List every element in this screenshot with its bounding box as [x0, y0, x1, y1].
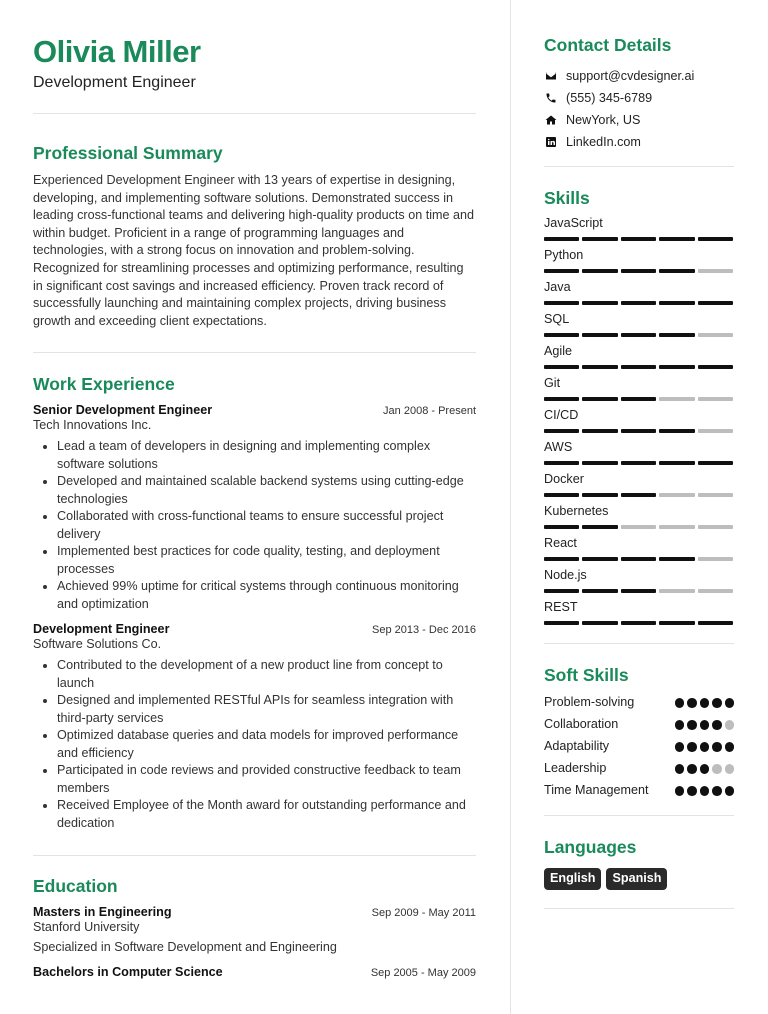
skill-level-segment — [698, 397, 733, 401]
list-item: • Designed and implemented RESTful APIs for seamless integration with third-party services — [57, 692, 476, 727]
skill-name: AWS — [544, 440, 573, 454]
list-item: • Collaborated with cross-functional teams to ensure successful project delivery — [57, 508, 476, 543]
skill-level-segment — [698, 493, 733, 497]
skill-level-segment — [659, 589, 694, 593]
skill-name: Kubernetes — [544, 504, 609, 518]
rating-dot — [725, 698, 735, 708]
skill-item — [544, 472, 734, 504]
skill-level-bar — [544, 237, 734, 241]
section-divider — [544, 908, 734, 909]
skill-level-bar — [544, 397, 734, 401]
skill-name: JavaScript — [544, 216, 603, 230]
skill-item — [544, 440, 734, 472]
skill-level-segment — [544, 461, 579, 465]
rating-dot — [712, 698, 722, 708]
skill-level-segment — [582, 461, 617, 465]
skills-list — [544, 216, 734, 632]
skill-level-segment — [544, 269, 579, 273]
list-item: • Implemented best practices for code quality, testing, and deployment processes — [57, 543, 476, 578]
skill-level-segment — [582, 237, 617, 241]
list-item: • Lead a team of developers in designing and implementing complex software solutions — [57, 438, 476, 473]
skill-name: React — [544, 536, 577, 550]
envelope-icon — [544, 70, 557, 83]
skill-item — [544, 568, 734, 600]
skill-name: REST — [544, 600, 578, 614]
soft-skill-item — [544, 737, 734, 756]
skill-level-segment — [544, 429, 579, 433]
skill-level-segment — [582, 269, 617, 273]
soft-skill-name: Collaboration — [544, 717, 619, 731]
skill-level-bar — [544, 461, 734, 465]
soft-skill-rating — [675, 693, 735, 708]
rating-dot — [700, 786, 710, 796]
job-dates: Sep 2013 - Dec 2016 — [372, 624, 476, 637]
section-divider — [544, 643, 734, 644]
skill-level-bar — [544, 589, 734, 593]
skill-level-segment — [659, 621, 694, 625]
skill-level-segment — [659, 493, 694, 497]
skill-level-segment — [698, 589, 733, 593]
education-heading: Education — [33, 876, 118, 897]
skill-level-segment — [621, 269, 656, 273]
contact-heading: Contact Details — [544, 35, 672, 55]
skill-level-segment — [582, 365, 617, 369]
skill-level-bar — [544, 429, 734, 433]
main-column — [33, 34, 476, 979]
job-bullets — [33, 657, 476, 832]
skill-level-segment — [698, 525, 733, 529]
contact-location-text: NewYork, US — [566, 113, 641, 127]
rating-dot — [725, 742, 735, 752]
skill-name: SQL — [544, 312, 570, 326]
skill-level-segment — [582, 429, 617, 433]
rating-dot — [712, 742, 722, 752]
soft-skills-list — [544, 693, 734, 800]
skill-level-segment — [698, 557, 733, 561]
soft-skill-rating — [675, 781, 735, 796]
skill-item — [544, 600, 734, 632]
skill-level-segment — [698, 461, 733, 465]
skill-item — [544, 344, 734, 376]
soft-skill-item — [544, 693, 734, 712]
skill-level-segment — [582, 397, 617, 401]
skill-level-segment — [582, 525, 617, 529]
rating-dot — [700, 698, 710, 708]
skill-level-segment — [544, 557, 579, 561]
skill-level-segment — [621, 429, 656, 433]
skill-level-segment — [698, 237, 733, 241]
contact-phone[interactable] — [544, 87, 734, 109]
skill-level-segment — [544, 237, 579, 241]
home-icon — [544, 114, 557, 127]
language-badge: Spanish — [606, 868, 667, 890]
candidate-title: Development Engineer — [33, 74, 196, 91]
skill-level-segment — [698, 269, 733, 273]
skill-level-segment — [621, 493, 656, 497]
sidebar — [544, 34, 734, 909]
rating-dot — [687, 720, 697, 730]
soft-skill-rating — [675, 715, 735, 730]
contact-linkedin-text: LinkedIn.com — [566, 135, 641, 149]
skill-level-segment — [582, 333, 617, 337]
rating-dot — [712, 764, 722, 774]
skill-level-segment — [582, 493, 617, 497]
skill-level-segment — [698, 333, 733, 337]
rating-dot — [725, 786, 735, 796]
education-entry — [33, 905, 476, 954]
skill-level-bar — [544, 557, 734, 561]
list-item: • Received Employee of the Month award for outstanding performance and dedication — [57, 797, 476, 832]
job-dates: Jan 2008 - Present — [383, 405, 476, 418]
job-company: Software Solutions Co. — [33, 637, 162, 652]
skill-level-segment — [621, 397, 656, 401]
education-dates: Sep 2009 - May 2011 — [371, 907, 476, 920]
contact-list — [544, 65, 734, 153]
list-item: • Contributed to the development of a new product line from concept to launch — [57, 657, 476, 692]
rating-dot — [687, 786, 697, 796]
rating-dot — [675, 720, 685, 730]
skill-level-bar — [544, 525, 734, 529]
skill-level-segment — [621, 621, 656, 625]
soft-skill-name: Time Management — [544, 783, 649, 797]
skill-level-segment — [544, 301, 579, 305]
skill-level-segment — [621, 525, 656, 529]
skill-level-segment — [659, 557, 694, 561]
skill-level-segment — [544, 589, 579, 593]
soft-skill-rating — [675, 737, 735, 752]
languages-heading: Languages — [544, 837, 637, 857]
skill-level-segment — [698, 429, 733, 433]
skill-name: Node.js — [544, 568, 587, 582]
skill-level-segment — [698, 365, 733, 369]
skill-level-segment — [659, 269, 694, 273]
skill-level-bar — [544, 333, 734, 337]
contact-email-text: support@cvdesigner.ai — [566, 69, 695, 83]
skill-level-segment — [659, 237, 694, 241]
education-dates: Sep 2005 - May 2009 — [370, 967, 476, 980]
rating-dot — [675, 764, 685, 774]
skill-level-segment — [544, 397, 579, 401]
work-heading: Work Experience — [33, 374, 175, 395]
skill-level-segment — [582, 301, 617, 305]
education-entry — [33, 965, 476, 979]
rating-dot — [675, 786, 685, 796]
skill-name: CI/CD — [544, 408, 579, 422]
languages-list — [544, 868, 734, 890]
job-entry — [33, 403, 476, 613]
skill-level-bar — [544, 493, 734, 497]
summary-heading: Professional Summary — [33, 143, 223, 163]
soft-skill-name: Adaptability — [544, 739, 610, 753]
skill-level-bar — [544, 269, 734, 273]
job-title: Development Engineer — [33, 622, 170, 637]
skill-level-segment — [659, 365, 694, 369]
language-badge: English — [544, 868, 601, 890]
job-entry — [33, 622, 476, 832]
contact-email[interactable] — [544, 65, 734, 87]
soft-skill-name: Problem-solving — [544, 695, 635, 709]
skill-level-segment — [582, 621, 617, 625]
skill-item — [544, 248, 734, 280]
skill-level-segment — [659, 301, 694, 305]
rating-dot — [675, 742, 685, 752]
skill-item — [544, 280, 734, 312]
soft-skill-item — [544, 715, 734, 734]
skills-heading: Skills — [544, 188, 590, 208]
job-title: Senior Development Engineer — [33, 403, 213, 418]
soft-skill-name: Leadership — [544, 761, 607, 775]
skill-level-segment — [659, 461, 694, 465]
skill-name: Python — [544, 248, 584, 262]
education-detail: Specialized in Software Development and Engineering — [33, 940, 337, 955]
contact-location — [544, 109, 734, 131]
skill-level-segment — [582, 589, 617, 593]
summary-text: Experienced Development Engineer with 13 years of expertise in designing, developing, and implementing software solutions. Demonstrated success in leading cross-functional teams and delivering high-quality products on time and within budget. Proficient in a range of programming languages and technologies, with a strong focus on innovation and problem-solving. Recognized for streamlining processes and optimizing performance, resulting in significant cost savings and increased efficiency. Proven track record of successfully launching and maintaining complex projects, driving business growth and exceeding client expectations. — [33, 173, 475, 328]
soft-skill-item — [544, 759, 734, 778]
linkedin-icon — [544, 136, 557, 149]
soft-skill-item — [544, 781, 734, 800]
rating-dot — [687, 742, 697, 752]
school-name: Stanford University — [33, 920, 140, 935]
list-item: • Developed and maintained scalable backend systems using cutting-edge technologies — [57, 473, 476, 508]
skill-level-segment — [621, 237, 656, 241]
list-item: • Achieved 99% uptime for critical systems through continuous monitoring and optimization — [57, 578, 476, 613]
skill-level-segment — [621, 301, 656, 305]
rating-dot — [700, 720, 710, 730]
list-item: • Optimized database queries and data models for improved performance and efficiency — [57, 727, 476, 762]
skill-name: Java — [544, 280, 571, 294]
contact-linkedin[interactable] — [544, 131, 734, 153]
skill-item — [544, 376, 734, 408]
rating-dot — [700, 764, 710, 774]
skill-level-segment — [621, 333, 656, 337]
skill-level-segment — [544, 333, 579, 337]
skill-item — [544, 408, 734, 440]
skill-item — [544, 504, 734, 536]
skill-level-segment — [621, 557, 656, 561]
skill-level-segment — [659, 525, 694, 529]
skill-level-segment — [544, 621, 579, 625]
skill-level-segment — [659, 429, 694, 433]
degree-title: Bachelors in Computer Science — [33, 965, 223, 980]
skill-level-segment — [698, 621, 733, 625]
skill-level-segment — [621, 461, 656, 465]
section-divider — [33, 113, 476, 114]
rating-dot — [712, 720, 722, 730]
job-bullets — [33, 438, 476, 613]
skill-level-segment — [544, 493, 579, 497]
column-divider — [510, 0, 511, 1014]
candidate-name: Olivia Miller — [33, 34, 201, 69]
section-divider — [33, 352, 476, 353]
rating-dot — [687, 764, 697, 774]
skill-level-bar — [544, 621, 734, 625]
skill-name: Agile — [544, 344, 573, 358]
job-company: Tech Innovations Inc. — [33, 418, 152, 433]
soft-skills-heading: Soft Skills — [544, 665, 629, 685]
skill-level-bar — [544, 365, 734, 369]
skill-level-segment — [621, 589, 656, 593]
skill-level-segment — [582, 557, 617, 561]
section-divider — [544, 815, 734, 816]
soft-skill-rating — [675, 759, 735, 774]
skill-item — [544, 216, 734, 248]
skill-level-segment — [659, 333, 694, 337]
section-divider — [33, 855, 476, 856]
skill-name: Git — [544, 376, 561, 390]
rating-dot — [687, 698, 697, 708]
skill-level-bar — [544, 301, 734, 305]
rating-dot — [700, 742, 710, 752]
skill-level-segment — [621, 365, 656, 369]
phone-icon — [544, 92, 557, 105]
rating-dot — [725, 764, 735, 774]
rating-dot — [725, 720, 735, 730]
skill-level-segment — [698, 301, 733, 305]
skill-level-segment — [544, 525, 579, 529]
section-divider — [544, 166, 734, 167]
skill-name: Docker — [544, 472, 584, 486]
skill-item — [544, 312, 734, 344]
contact-phone-text: (555) 345-6789 — [566, 91, 653, 105]
skill-level-segment — [659, 397, 694, 401]
rating-dot — [675, 698, 685, 708]
list-item: • Participated in code reviews and provided constructive feedback to team members — [57, 762, 476, 797]
rating-dot — [712, 786, 722, 796]
skill-level-segment — [544, 365, 579, 369]
degree-title: Masters in Engineering — [33, 905, 172, 920]
skill-item — [544, 536, 734, 568]
